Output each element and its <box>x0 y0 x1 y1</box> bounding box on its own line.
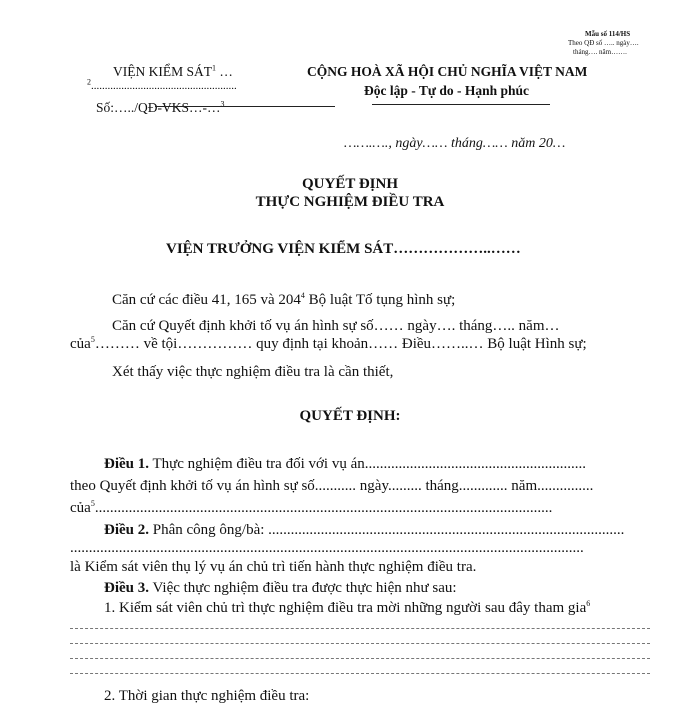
preamble-legal-basis-tail: Bộ luật Tố tụng hình sự; <box>304 292 456 308</box>
decision-number-text: Số:…../QĐ-VKS…-… <box>96 100 221 115</box>
motto-underline <box>372 104 550 105</box>
footnote-marker-5: 5 <box>90 335 95 344</box>
article-1-line3 <box>70 500 552 517</box>
decision-number <box>96 100 225 116</box>
footnote-marker-4: 4 <box>300 291 305 300</box>
article-2-line2: ......................................................................................................................................... <box>70 540 584 556</box>
document-title: QUYẾT ĐỊNH <box>302 176 398 192</box>
preamble-crime-text: ……… về tội…………… quy định tại khoản…… Điều……..… Bộ luật Hình sự; <box>94 336 587 352</box>
article-1-of-label: của <box>70 500 91 516</box>
footnote-marker-6: 6 <box>586 599 591 608</box>
document-subtitle: THỰC NGHIỆM ĐIỀU TRA <box>255 194 445 210</box>
article-2-label: Điều 2. <box>104 522 149 538</box>
dotted-line-text: ..................................................... <box>91 80 237 92</box>
article-3-text: Việc thực nghiệm điều tra được thực hiện như sau: <box>149 580 457 596</box>
form-code-title: Mẫu số 114/HS <box>585 30 631 38</box>
form-code-line1: Theo QĐ số ….. ngày…. <box>568 39 639 47</box>
national-motto: Độc lập - Tự do - Hạnh phúc <box>364 83 530 98</box>
preamble-necessity: Xét thấy việc thực nghiệm điều tra là cần thiết, <box>112 364 394 380</box>
date-line: …….…., ngày…… tháng…… năm 20… <box>344 136 566 151</box>
preamble-prosecution-decision: Căn cứ Quyết định khởi tố vụ án hình sự số…… ngày…. tháng….. năm… <box>112 318 560 334</box>
article-2 <box>104 522 624 539</box>
fill-line-4 <box>70 673 650 674</box>
article-2-line3: là Kiểm sát viên thụ lý vụ án chủ trì tiến hành thực nghiệm điều tra. <box>70 559 477 575</box>
agency-name-tail: … <box>216 64 233 79</box>
number-strike-line <box>155 106 335 107</box>
fill-line-2 <box>70 643 650 644</box>
nation-title: CỘNG HOÀ XÃ HỘI CHỦ NGHĨA VIỆT NAM <box>307 64 588 79</box>
article-3-item-2: 2. Thời gian thực nghiệm điều tra: <box>104 688 310 704</box>
number-footnote-marker: 3 <box>220 99 225 109</box>
article-1 <box>104 456 586 473</box>
issuing-authority: VIỆN TRƯỞNG VIỆN KIỂM SÁT………………..…… <box>166 241 521 257</box>
agency-name <box>113 64 233 80</box>
article-2-text: Phân công ông/bà: ............................................................................................... <box>149 522 625 538</box>
article-1-text: Thực nghiệm điều tra đối với vụ án........................................................... <box>149 456 586 472</box>
article-3-item-1 <box>104 600 590 617</box>
preamble-legal-basis-text: Căn cứ các điều 41, 165 và 204 <box>112 292 301 308</box>
article-1-label: Điều 1. <box>104 456 149 472</box>
article-1-line2: theo Quyết định khởi tố vụ án hình sự số........... ngày......... tháng............. năm............... <box>70 478 594 494</box>
dotted-footnote-marker: 2 <box>87 77 91 87</box>
decision-heading: QUYẾT ĐỊNH: <box>299 408 401 424</box>
agency-name-text: VIỆN KIỂM SÁT <box>113 64 212 79</box>
article-3-label: Điều 3. <box>104 580 149 596</box>
footnote-marker-5b: 5 <box>90 499 95 508</box>
article-1-dots: .......................................................................................................................... <box>94 500 553 516</box>
preamble-prosecution-decision-cont <box>70 336 587 353</box>
fill-line-1 <box>70 628 650 629</box>
agency-footnote-marker: 1 <box>212 63 216 73</box>
preamble-of-label: của <box>70 336 91 352</box>
fill-line-3 <box>70 658 650 659</box>
preamble-legal-basis <box>112 292 455 309</box>
article-3 <box>104 580 457 597</box>
agency-dotted-line <box>87 77 237 92</box>
article-3-item-1-text: 1. Kiểm sát viên chủ trì thực nghiệm điều tra mời những người sau đây tham gia <box>104 600 587 616</box>
form-code-line2: tháng…. năm……. <box>573 48 627 56</box>
